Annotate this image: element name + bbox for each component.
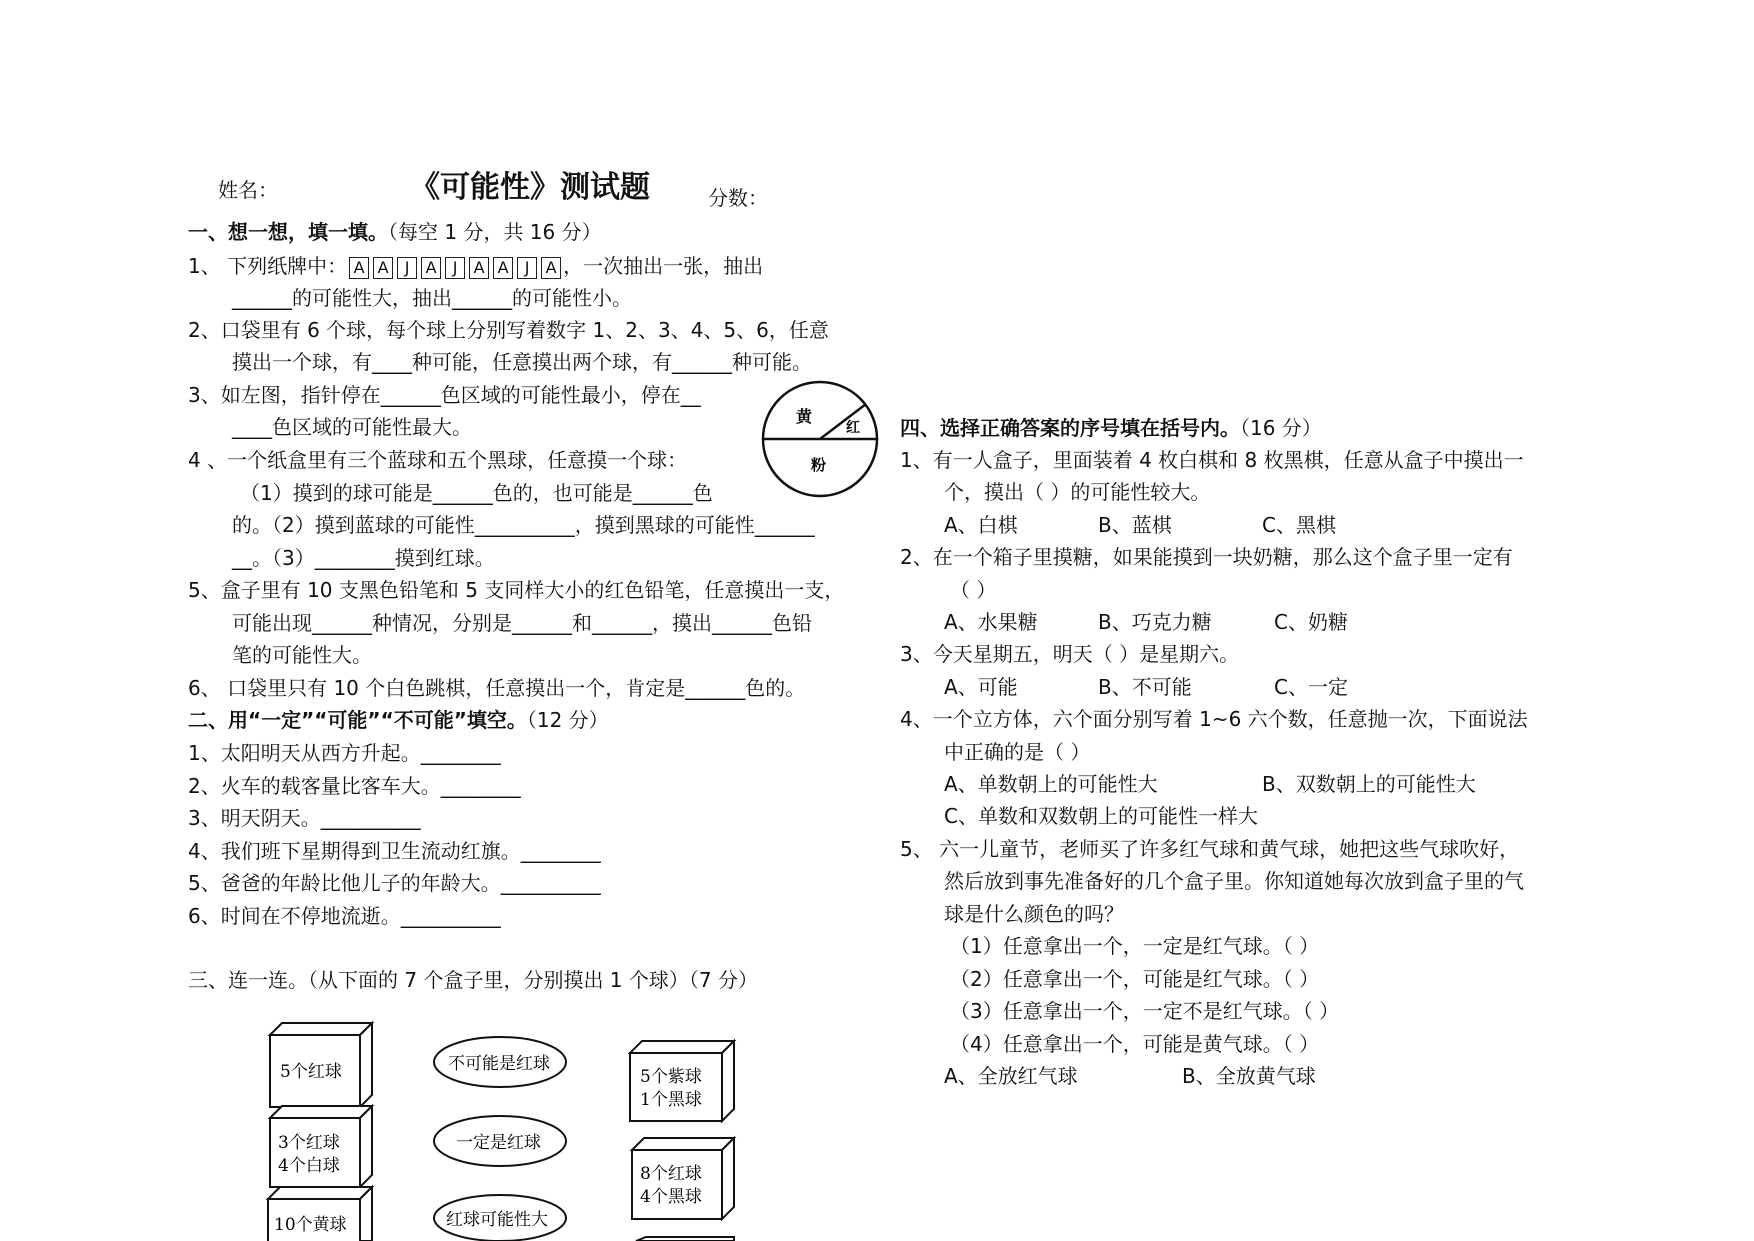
s1-q4-line2: （1）摸到的球可能是______色的，也可能是______色 <box>240 481 713 505</box>
s4-q2-opt-c: C、奶糖 <box>1274 610 1348 634</box>
playing-card-9: A <box>541 257 561 279</box>
spinner-label-pink: 粉 <box>811 456 827 474</box>
section1-heading <box>188 216 602 248</box>
s1-q4-line1: 4 、一个纸盒里有三个蓝球和五个黑球，任意摸一个球： <box>188 448 688 472</box>
s4-q5-sub4: （4）任意拿出一个，可能是黄气球。（ ） <box>950 1032 1320 1056</box>
s4-q2-opt-b: B、巧克力糖 <box>1098 610 1212 634</box>
s4-q1-line2: 个，摸出（ ）的可能性较大。 <box>944 480 1211 504</box>
s4-q5-line2: 然后放到事先准备好的几个盒子里。你知道她每次放到盒子里的气 <box>944 869 1524 893</box>
matching-diagram <box>260 1015 760 1241</box>
box1-label: 5个红球 <box>280 1062 342 1082</box>
s4-q3-opt-a: A、可能 <box>944 675 1018 699</box>
spinner-label-red: 红 <box>846 420 860 436</box>
box-10-yellow <box>268 1187 372 1241</box>
s1-q5-line2: 可能出现______种情况，分别是______和______，摸出______色铅 <box>232 611 812 635</box>
box2-label-1: 3个红球 <box>278 1133 340 1153</box>
s1-q4-line3: 的。（2）摸到蓝球的可能性__________，摸到黑球的可能性______ <box>232 513 815 537</box>
s1-q2-line2: 摸出一个球，有____种可能，任意摸出两个球，有______种可能。 <box>232 350 812 374</box>
playing-card-1: A <box>349 257 369 279</box>
s1-q1-line2: ______的可能性大，抽出______的可能性小。 <box>232 286 632 310</box>
section2-heading <box>188 704 609 736</box>
s4-q2-line1: 2、在一个箱子里摸糖，如果能摸到一块奶糖，那么这个盒子里一定有 <box>900 545 1513 569</box>
s1-q1-suffix: ，一次抽出一张，抽出 <box>563 254 764 278</box>
s1-q6-line1: 6、 口袋里只有 10 个白色跳棋，任意摸出一个，肯定是______色的。 <box>188 676 806 700</box>
playing-card-7: A <box>493 257 513 279</box>
playing-card-6: A <box>469 257 489 279</box>
s4-q1-opt-b: B、蓝棋 <box>1098 513 1172 537</box>
box3-label: 10个黄球 <box>274 1215 347 1235</box>
s4-q2-line2: （ ） <box>950 578 997 602</box>
section1-title: 一、想一想，填一填。 <box>188 220 388 244</box>
s2-item-4: 4、我们班下星期得到卫生流动红旗。________ <box>188 839 601 863</box>
s1-q4-line4: __。（3）________摸到红球。 <box>232 546 495 570</box>
spinner-label-yellow: 黄 <box>796 407 813 426</box>
s4-q5-line3: 球是什么颜色的吗？ <box>944 902 1124 926</box>
playing-card-3: J <box>397 257 417 279</box>
s4-q3-opt-b: B、不可能 <box>1098 675 1192 699</box>
oval-red-likely <box>434 1195 566 1241</box>
playing-card-8: J <box>517 257 537 279</box>
box-3-red-4-white <box>270 1106 372 1187</box>
box-8-red-4-black <box>632 1138 734 1219</box>
s1-q1-line1 <box>188 250 763 282</box>
oval-certainly-red <box>434 1116 566 1166</box>
s4-q4-opt-a: A、单数朝上的可能性大 <box>944 772 1158 796</box>
card-row <box>347 250 563 282</box>
box5-label-2: 4个黑球 <box>640 1187 702 1207</box>
s2-item-6: 6、时间在不停地流逝。__________ <box>188 904 501 928</box>
s4-q1-line1: 1、有一人盒子，里面装着 4 枚白棋和 8 枚黑棋，任意从盒子中摸出一 <box>900 448 1524 472</box>
score-label: 分数： <box>708 186 768 210</box>
oval-not-red <box>434 1037 566 1087</box>
box4-label-1: 5个紫球 <box>640 1067 702 1087</box>
s1-q1-prefix: 1、 下列纸牌中： <box>188 254 348 278</box>
s1-q5-line3: 笔的可能性大。 <box>232 643 372 667</box>
oval3-label: 红球可能性大 <box>446 1210 548 1230</box>
s4-q5-sub3: （3）任意拿出一个，一定不是红气球。（ ） <box>950 999 1340 1023</box>
s4-q1-opt-a: A、白棋 <box>944 513 1018 537</box>
s4-q5-opt-b: B、全放黄气球 <box>1182 1064 1316 1088</box>
section4-points: （16 分） <box>1240 416 1322 440</box>
page-title: 《可能性》测试题 <box>410 170 650 205</box>
s1-q3-line2: ____色区域的可能性最大。 <box>232 415 472 439</box>
s4-q3-opt-c: C、一定 <box>1274 675 1348 699</box>
s4-q5-sub1: （1）任意拿出一个，一定是红气球。（ ） <box>950 934 1320 958</box>
box-5-purple-1-black <box>630 1041 734 1121</box>
oval2-label: 一定是红球 <box>456 1133 541 1153</box>
playing-card-2: A <box>373 257 393 279</box>
s1-q5-line1: 5、盒子里有 10 支黑色铅笔和 5 支同样大小的红色铅笔，任意摸出一支， <box>188 578 845 602</box>
spinner-diagram <box>760 378 880 500</box>
playing-card-4: A <box>421 257 441 279</box>
playing-card-5: J <box>445 257 465 279</box>
s4-q4-line1: 4、一个立方体，六个面分别写着 1~6 六个数，任意抛一次，下面说法 <box>900 707 1528 731</box>
name-label: 姓名： <box>218 178 278 202</box>
section2-points: （12 分） <box>526 708 609 732</box>
s4-q5-sub2: （2）任意拿出一个，可能是红气球。（ ） <box>950 967 1320 991</box>
s4-q3-line1: 3、今天星期五，明天（ ）是星期六。 <box>900 642 1240 666</box>
s1-q2-line1: 2、口袋里有 6 个球，每个球上分别写着数字 1、2、3、4、5、6，任意 <box>188 318 829 342</box>
s4-q4-opt-b: B、双数朝上的可能性大 <box>1262 772 1476 796</box>
box5-label-1: 8个红球 <box>640 1164 702 1184</box>
box4-label-2: 1个黑球 <box>640 1090 702 1110</box>
section4-heading <box>900 412 1322 444</box>
section3-heading: 三、连一连。（从下面的 7 个盒子里，分别摸出 1 个球）（7 分） <box>188 968 758 992</box>
section4-title: 四、选择正确答案的序号填在括号内。 <box>900 416 1240 440</box>
box-5-red <box>270 1023 372 1107</box>
s4-q4-opt-c: C、单数和双数朝上的可能性一样大 <box>944 804 1258 828</box>
section1-points: （每空 1 分，共 16 分） <box>388 220 602 244</box>
s2-item-5: 5、爸爸的年龄比他儿子的年龄大。__________ <box>188 871 601 895</box>
s2-item-1: 1、太阳明天从西方升起。________ <box>188 741 501 765</box>
box-partial <box>636 1237 734 1241</box>
s4-q1-opt-c: C、黑棋 <box>1262 513 1336 537</box>
s4-q5-opt-a: A、全放红气球 <box>944 1064 1078 1088</box>
section2-title: 二、用“一定”“可能”“不可能”填空。 <box>188 708 527 732</box>
s4-q5-line1: 5、 六一儿童节，老师买了许多红气球和黄气球，她把这些气球吹好， <box>900 837 1520 861</box>
s2-item-3: 3、明天阴天。__________ <box>188 806 421 830</box>
s4-q4-line2: 中正确的是（ ） <box>944 740 1091 764</box>
s2-item-2: 2、火车的载客量比客车大。________ <box>188 774 521 798</box>
box2-label-2: 4个白球 <box>278 1156 340 1176</box>
s4-q2-opt-a: A、水果糖 <box>944 610 1038 634</box>
s1-q3-line1: 3、如左图，指针停在______色区域的可能性最小，停在__ <box>188 383 701 407</box>
oval1-label: 不可能是红球 <box>448 1054 550 1074</box>
